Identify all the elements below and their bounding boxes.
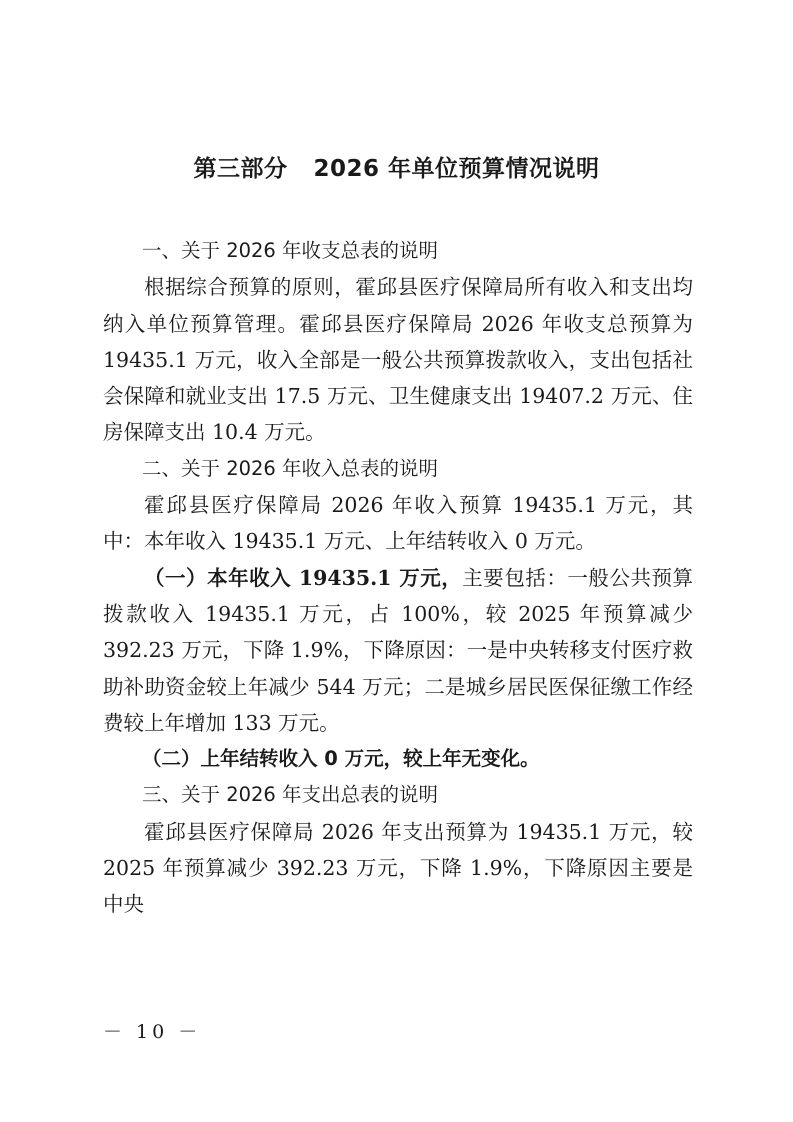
section-2-sub2: （二）上年结转收入 0 万元，较上年无变化。 xyxy=(142,747,540,771)
section-2-sub1-body: 主要包括：一般公共预算拨款收入 19435.1 万元，占 100%，较 2025 年预算减少 392.23 万元，下降 1.9%，下降原因：一是中央转移支付医疗救助补助资金较上年减少 544 万元；二是城乡居民医保征缴工作经费较上年增加 133 万元。 xyxy=(103,565,694,735)
title-part: 第三部分 xyxy=(193,156,288,182)
document-body xyxy=(103,233,693,923)
section-1-heading: 一、关于 2026 年收支总表的说明 xyxy=(142,239,439,262)
section-3-body: 霍邱县医疗保障局 2026 年支出预算为 19435.1 万元，较 2025 年预算减少 392.23 万元，下降 1.9%，下降原因主要是中央 xyxy=(103,819,693,917)
section-2-sub1 xyxy=(103,560,693,741)
title-text: 2026 年单位预算情况说明 xyxy=(313,156,600,182)
page-number: － 10 － xyxy=(103,1021,202,1043)
section-2-heading: 二、关于 2026 年收入总表的说明 xyxy=(142,456,439,480)
section-1-body: 根据综合预算的原则，霍邱县医疗保障局所有收入和支出均纳入单位预算管理。霍邱县医疗保障局 2026 年收支总预算为 19435.1 万元，收入全部是一般公共预算拨款收入，支出包括社会保障和就业支出 17.5 万元、卫生健康支出 19407.2 万元、住房保障支出 10.4 万元。 xyxy=(103,275,693,445)
section-2-sub1-label: （一）本年收入 19435.1 万元， xyxy=(144,565,463,590)
page-title xyxy=(0,150,793,183)
section-3-heading: 三、关于 2026 年支出总表的说明 xyxy=(142,783,439,807)
section-2-body: 霍邱县医疗保障局 2026 年收入预算 19435.1 万元，其中：本年收入 19435.1 万元、上年结转收入 0 万元。 xyxy=(103,493,693,554)
